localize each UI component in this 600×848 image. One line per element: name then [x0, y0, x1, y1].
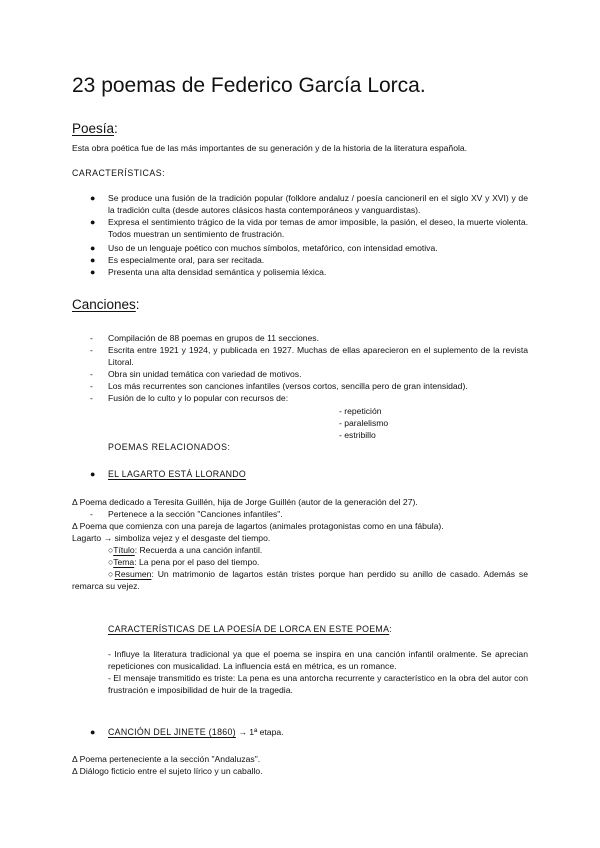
poesia-bullet-2: Expresa el sentimiento trágico de la vida por temas de amor imposible, la pasión, el deseo, la muerte violenta. Todos muestran un sentimiento de frustración.	[108, 217, 528, 239]
section-heading-canciones: Canciones:	[72, 297, 140, 312]
lagarto-symbol: Lagarto → simboliza vejez y el desgaste del tiempo.	[72, 533, 271, 543]
resource-paralelismo: - paralelismo	[339, 418, 389, 428]
canciones-item-2: Escrita entre 1921 y 1924, y publicada en 1927. Muchas de ellas aparecieron en el suplemento de la revista Litoral.	[108, 345, 528, 367]
dash-icon: -	[90, 509, 93, 519]
related-poems-label: POEMAS RELACIONADOS:	[108, 442, 231, 452]
lagarto-section: Pertenece a la sección "Canciones infantiles".	[108, 509, 283, 519]
lorca-characteristics-p1: - Influye la literatura tradicional ya que el poema se inspira en una canción infantil oralmente. Se aprecian repeticiones con musicalidad. La influencia está en métrica, es un romance.	[108, 649, 528, 671]
circle-icon: ○	[108, 545, 114, 555]
bullet-dot-icon: ●	[90, 243, 96, 253]
canciones-heading: Canciones	[72, 297, 136, 312]
poesia-bullet-3: Uso de un lenguaje poético con muchos símbolos, metafórico, con intensidad emotiva.	[108, 243, 438, 253]
bullet-dot-icon: ●	[90, 727, 96, 737]
poesia-intro: Esta obra poética fue de las más importantes de su generación y de la historia de la literatura española.	[72, 143, 468, 153]
resource-repeticion: - repetición	[339, 406, 382, 416]
circle-icon: ○	[108, 557, 114, 567]
lorca-characteristics-heading: CARACTERÍSTICAS DE LA POESÍA DE LORCA EN ESTE POEMA:	[108, 624, 392, 634]
canciones-item-5: Fusión de lo culto y lo popular con recursos de:	[108, 393, 289, 403]
poem-title-lagarto: EL LAGARTO ESTÁ LLORANDO	[108, 469, 247, 479]
poesia-bullet-1: Se produce una fusión de la tradición popular (folklore andaluz / poesía cancioneril en el siglo XV y XVI) y de la tradición culta (desde autores clásicos hasta contemporáneos y vanguardistas).	[108, 193, 528, 215]
lagarto-delta-1: Δ Poema dedicado a Teresita Guillén, hija de Jorge Guillén (autor de la generación del 27).	[72, 497, 418, 507]
dash-icon: -	[90, 345, 93, 355]
canciones-item-1: Compilación de 88 poemas en grupos de 11 secciones.	[108, 333, 319, 343]
lagarto-titulo: ○Título: Recuerda a una canción infantil.	[108, 545, 263, 555]
lagarto-resumen: ○Resumen: Un matrimonio de lagartos están tristes porque han perdido su anillo de casado. Además se remarca su vejez.	[72, 569, 528, 591]
poem-title-jinete: CANCIÓN DEL JINETE (1860) → 1ª etapa.	[108, 727, 284, 737]
lagarto-tema: ○Tema: La pena por el paso del tiempo.	[108, 557, 260, 567]
page-title: 23 poemas de Federico García Lorca.	[72, 74, 426, 97]
bullet-dot-icon: ●	[90, 469, 96, 479]
dash-icon: -	[90, 369, 93, 379]
section-heading-poesia: Poesía:	[72, 121, 118, 136]
resource-estribillo: - estribillo	[339, 430, 376, 440]
poesia-bullet-4: Es especialmente oral, para ser recitada.	[108, 255, 265, 265]
bullet-dot-icon: ●	[90, 193, 96, 203]
canciones-item-4: Los más recurrentes son canciones infantiles (versos cortos, sencilla pero de gran intensidad).	[108, 381, 468, 391]
jinete-delta-2: Δ Diálogo ficticio entre el sujeto lírico y un caballo.	[72, 766, 263, 776]
lorca-characteristics-p2: - El mensaje transmitido es triste: La pena es una antorcha recurrente y característico en la obra del autor con frustración e imposibilidad de huir de la tragedia.	[108, 673, 528, 695]
canciones-item-3: Obra sin unidad temática con variedad de motivos.	[108, 369, 302, 379]
lagarto-delta-2: Δ Poema que comienza con una pareja de lagartos (animales protagonistas como en una fábula).	[72, 521, 444, 531]
poesia-bullet-5: Presenta una alta densidad semántica y polisemia léxica.	[108, 267, 327, 277]
circle-icon: ○	[108, 569, 115, 579]
bullet-dot-icon: ●	[90, 217, 96, 227]
characteristics-label: CARACTERÍSTICAS:	[72, 168, 166, 178]
dash-icon: -	[90, 333, 93, 343]
dash-icon: -	[90, 381, 93, 391]
bullet-dot-icon: ●	[90, 267, 96, 277]
poesia-heading: Poesía	[72, 121, 115, 136]
bullet-dot-icon: ●	[90, 255, 96, 265]
jinete-delta-1: Δ Poema perteneciente a la sección "Andaluzas".	[72, 754, 261, 764]
dash-icon: -	[90, 393, 93, 403]
